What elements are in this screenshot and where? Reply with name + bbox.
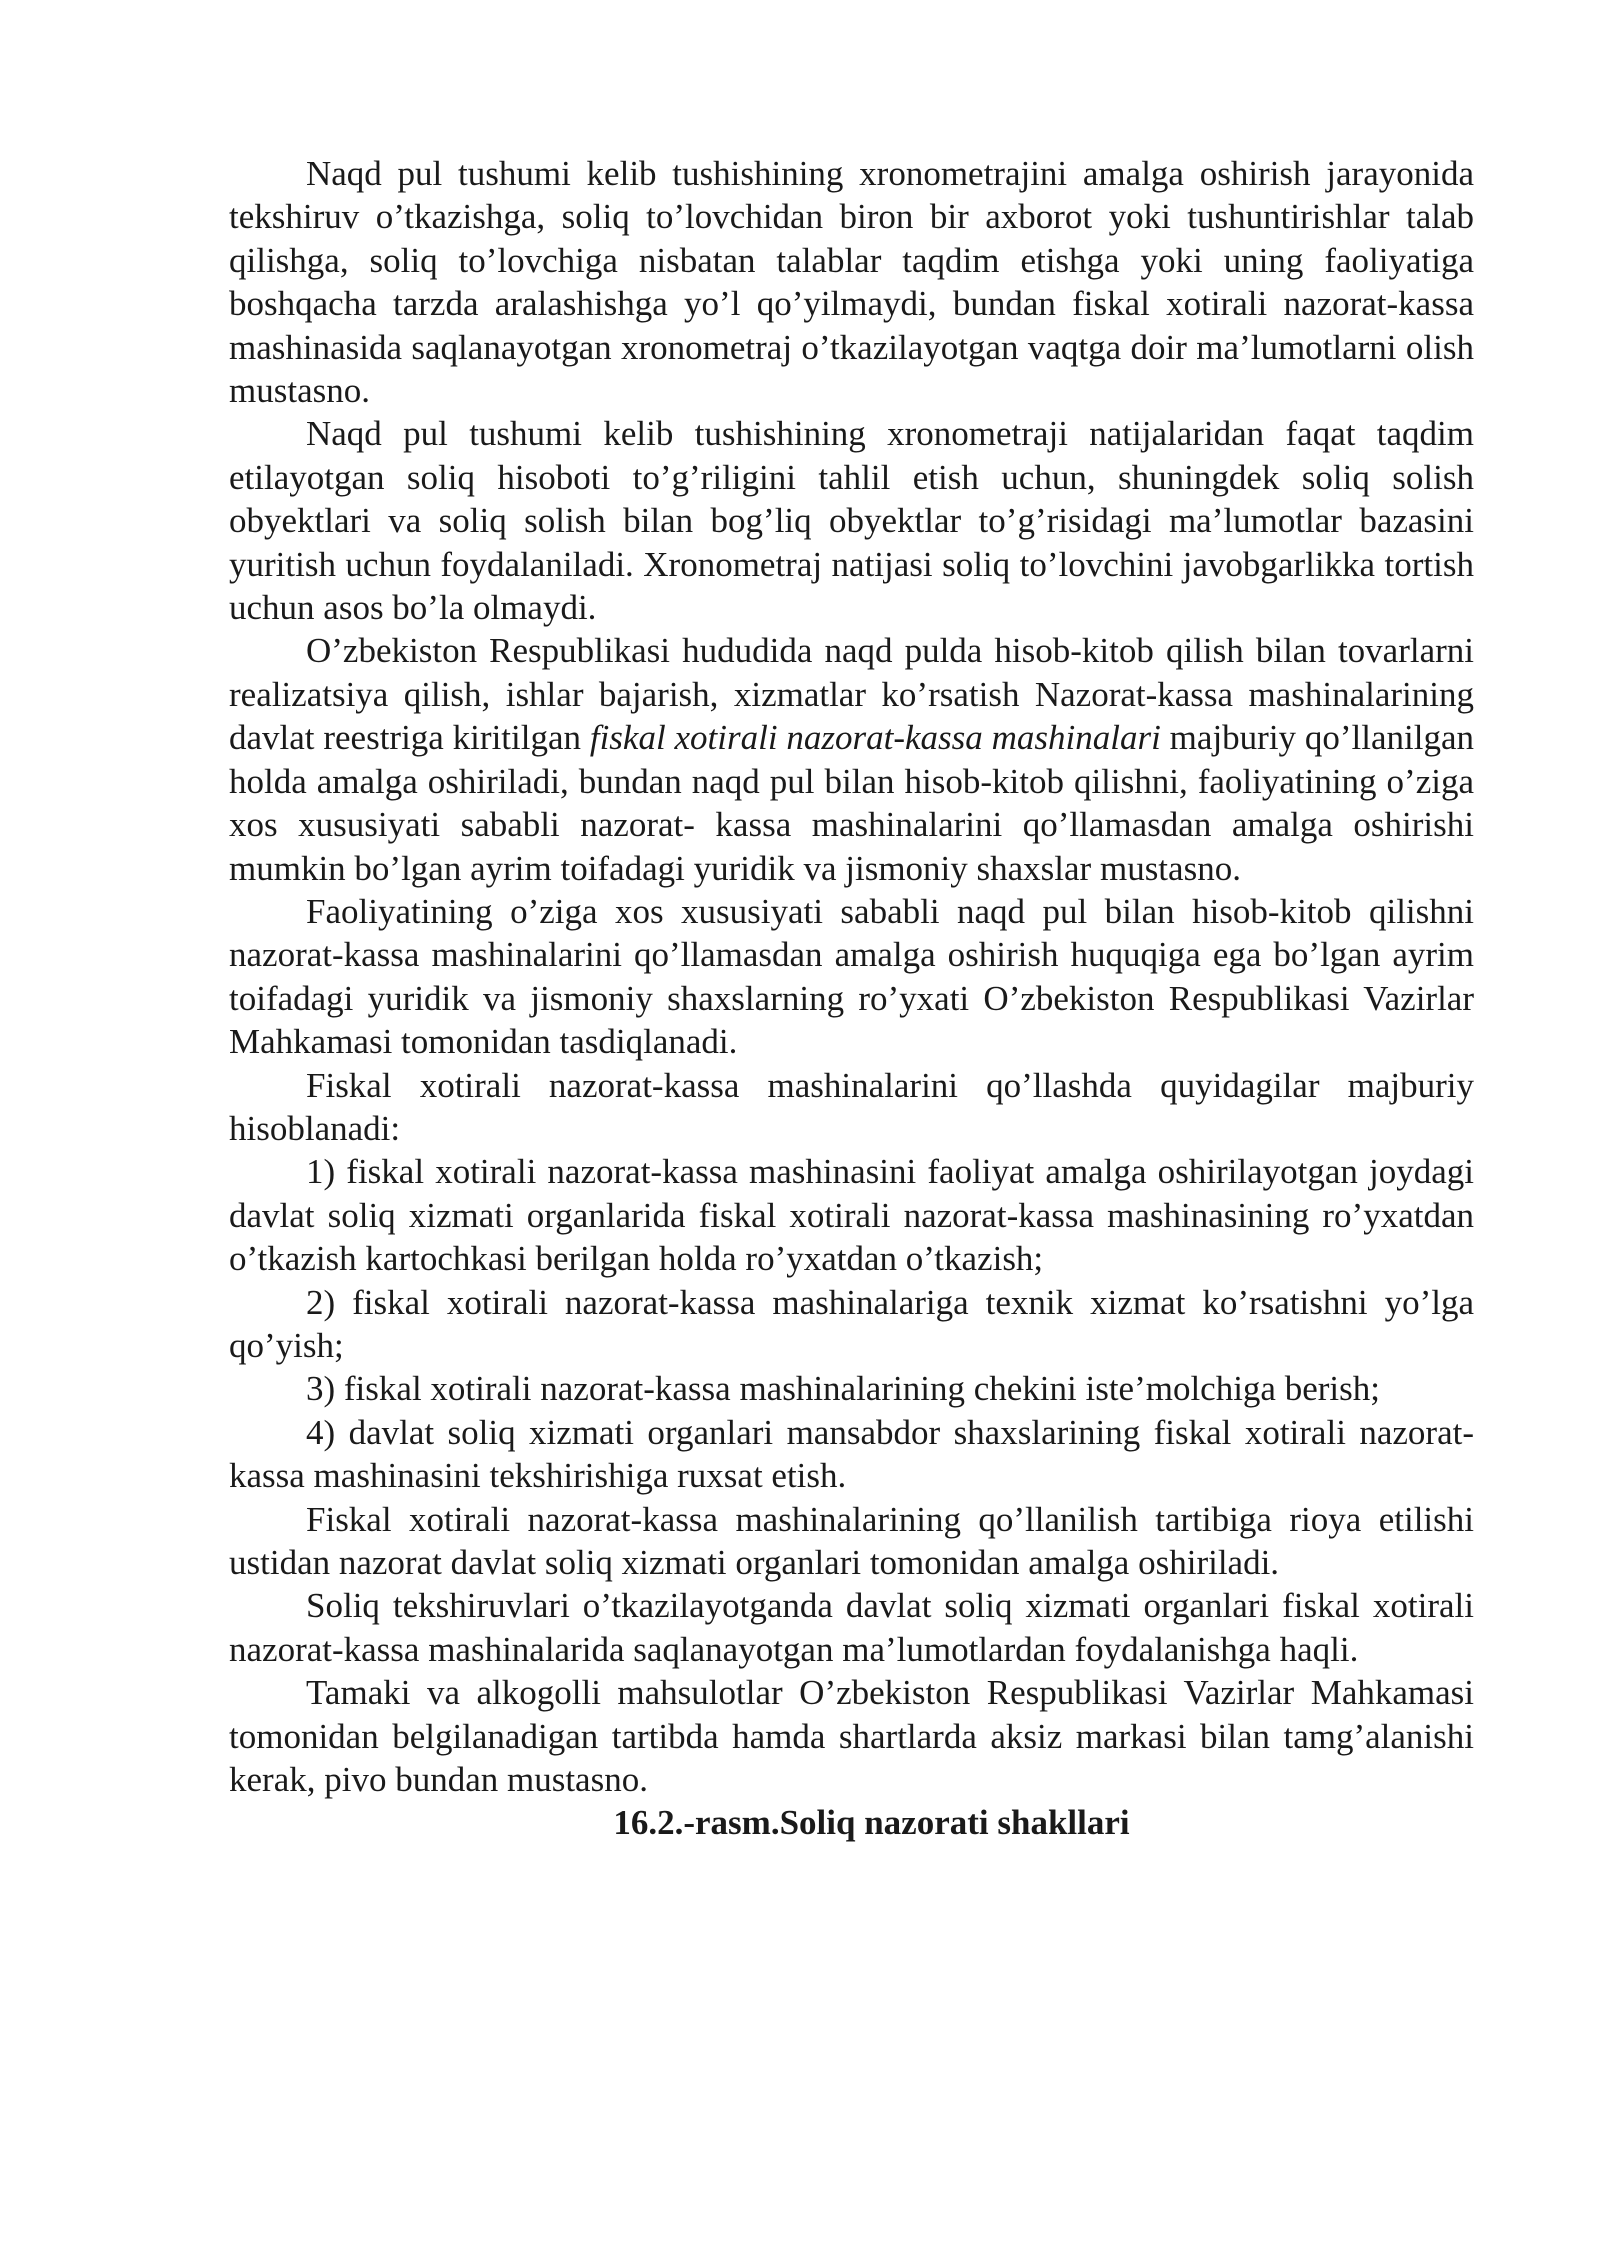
- figure-caption: 16.2.-rasm.Soliq nazorati shakllari: [613, 1803, 1130, 1843]
- paragraph-2: Naqd pul tushumi kelib tushishining xronometraji natijalaridan faqat taqdim etilayotgan soliq hisoboti to’g’riligini tahlil etish uchun, shuningdek soliq solish obyektlari va soliq solish bilan bog’liq obyektlar to’g’risidagi ma’lumotlar bazasini yuritish uchun foydalaniladi. Xronometraj natijasi soliq to’lovchini javobgarlikka tortish uchun asos bo’la olmaydi.: [229, 414, 1474, 628]
- paragraph-5: Fiskal xotirali nazorat-kassa mashinalarini qo’llashda quyidagilar majburiy hisoblanadi:: [229, 1065, 1474, 1148]
- paragraph-6: Fiskal xotirali nazorat-kassa mashinalarining qo’llanilish tartibiga rioya etilishi ustidan nazorat davlat soliq xizmati organlari tomonidan amalga oshiriladi.: [229, 1499, 1474, 1582]
- list-item-1: 1) fiskal xotirali nazorat-kassa mashinasini faoliyat amalga oshirilayotgan joydagi davlat soliq xizmati organlarida fiskal xotirali nazorat-kassa mashinasining ro’yxatdan o’tkazish kartochkasi berilgan holda ro’yxatdan o’tkazish;: [229, 1152, 1474, 1279]
- paragraph-7: Soliq tekshiruvlari o’tkazilayotganda davlat soliq xizmati organlari fiskal xotirali nazorat-kassa mashinalarida saqlanayotgan ma’lumotlardan foydalanishga haqli.: [229, 1586, 1474, 1669]
- paragraph-3-italic-term: fiskal xotirali nazorat-kassa mashinalari: [589, 718, 1161, 758]
- paragraph-1: Naqd pul tushumi kelib tushishining xronometrajini amalga oshirish jarayonida tekshiruv o’tkazishga, soliq to’lovchidan biron bir axborot yoki tushuntirishlar talab qilishga, soliq to’lovchiga nisbatan talablar taqdim etishga yoki uning faoliyatiga boshqacha tarzda aralashishga yo’l qo’yilmaydi, bundan fiskal xotirali nazorat-kassa mashinasida saqlanayotgan xronometraj o’tkazilayotgan vaqtga doir ma’lumotlarni olish mustasno.: [229, 154, 1474, 411]
- paragraph-8: Tamaki va alkogolli mahsulotlar O’zbekiston Respublikasi Vazirlar Mahkamasi tomonidan belgilanadigan tartibda hamda shartlarda aksiz markasi bilan tamg’alanishi kerak, pivo bundan mustasno.: [229, 1673, 1474, 1800]
- list-item-3: 3) fiskal xotirali nazorat-kassa mashinalarining chekini iste’molchiga berish;: [306, 1369, 1380, 1409]
- paragraph-3-text-start: O’zbekiston Respublikasi hududida naqd pulda hisob-kitob qilish bilan tovarlarni realizatsiya qilish, ishlar bajarish, xizmatlar ko’rsatish Nazorat-kassa mashinalarining davlat reestriga kiritilgan: [229, 631, 1474, 758]
- document-page: [229, 152, 1474, 1845]
- paragraph-3: [229, 629, 1474, 889]
- paragraph-3-text-end: majburiy qo’llanilgan holda amalga oshiriladi, bundan naqd pul bilan hisob-kitob qilishni, faoliyatining o’ziga xos xususiyati sababli nazorat- kassa mashinalarini qo’llamasdan amalga oshirishi mumkin bo’lgan ayrim toifadagi yuridik va jismoniy shaxslar mustasno.: [229, 718, 1475, 888]
- list-item-4: 4) davlat soliq xizmati organlari mansabdor shaxslarining fiskal xotirali nazorat-kassa mashinasini tekshirishiga ruxsat etish.: [229, 1412, 1474, 1496]
- paragraph-4: Faoliyatining o’ziga xos xususiyati sababli naqd pul bilan hisob-kitob qilishni nazorat-kassa mashinalarini qo’llamasdan amalga oshirish huquqiga ega bo’lgan ayrim toifadagi yuridik va jismoniy shaxslarning ro’yxati O’zbekiston Respublikasi Vazirlar Mahkamasi tomonidan tasdiqlanadi.: [229, 891, 1474, 1062]
- list-item-2: 2) fiskal xotirali nazorat-kassa mashinalariga texnik xizmat ko’rsatishni yo’lga qo’yish;: [229, 1282, 1474, 1365]
